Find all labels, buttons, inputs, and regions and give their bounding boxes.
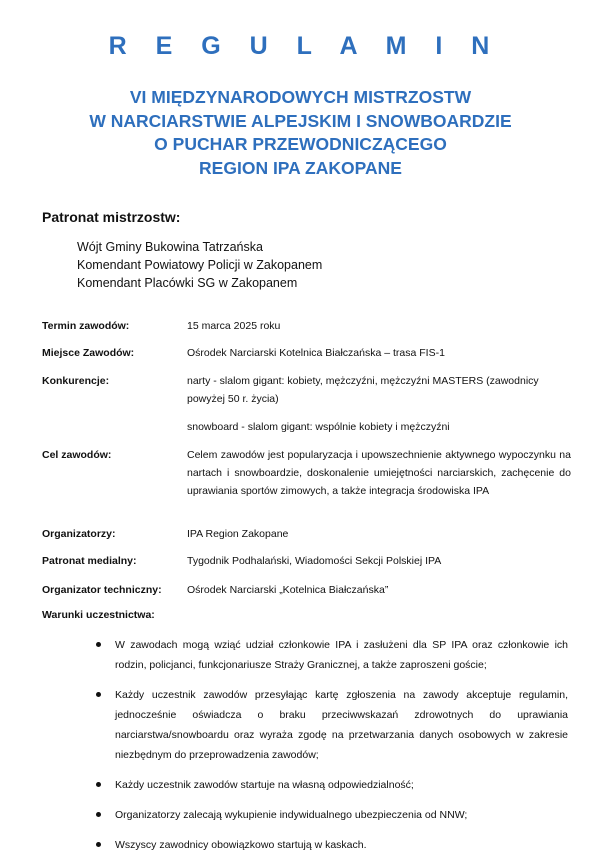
patronage-list [77,238,322,292]
condition-item [96,685,568,765]
detail-label: Miejsce Zawodów: [42,347,135,359]
detail-value [187,446,571,500]
detail-label: Cel zawodów: [42,449,112,461]
detail-value [187,552,571,570]
document-subtitle [0,86,601,180]
subtitle-line: VI MIĘDZYNARODOWYCH MISTRZOSTW [129,87,472,107]
condition-text: Każdy uczestnik zawodów przesyłając kartę zgłoszenia na zawody akceptuje regulamin, jednocześnie oświadcza o braku przeciwwskazań zdrowotnych do uprawiania narciarstwa/snowboardu oraz wyraża zgodę na przetwarzania danych osobowych w zakresie niezbędnym do przeprowadzenia zawodów; [115,689,568,761]
condition-text: W zawodach mogą wziąć udział członkowie IPA i zasłużeni dla SP IPA oraz członkowie ich rodzin, policjanci, funkcjonariusze Straży Granicznej, a także zaproszeni goście; [115,639,568,671]
bullet-icon [96,642,101,647]
detail-label: Konkurencje: [42,375,110,387]
subtitle-line: REGION IPA ZAKOPANE [199,157,402,178]
condition-text: Każdy uczestnik zawodów startuje na własną odpowiedzialność; [115,779,414,791]
detail-label: Organizatorzy: [42,528,116,540]
detail-value [187,344,571,362]
patron-item: Komendant Powiatowy Policji w Zakopanem [77,258,323,272]
patron-item: Wójt Gminy Bukowina Tatrzańska [77,240,263,254]
document-title: R E G U L A M I N [108,32,501,60]
detail-value [187,581,571,599]
bullet-icon [96,692,101,697]
detail-value [187,372,571,436]
patronage-heading: Patronat mistrzostw: [42,209,181,225]
detail-value [187,525,571,543]
technical-value: Ośrodek Narciarski „Kotelnica Białczańska” [187,584,389,596]
condition-text: Organizatorzy zalecają wykupienie indywidualnego ubezpieczenia od NNW; [115,809,468,821]
condition-item [96,635,568,675]
place-value: Ośrodek Narciarski Kotelnica Białczańska – trasa FIS-1 [187,347,445,359]
bullet-icon [96,842,101,847]
condition-item [96,775,568,795]
bullet-icon [96,782,101,787]
patron-item: Komendant Placówki SG w Zakopanem [77,276,298,290]
detail-label: Patronat medialny: [42,555,137,567]
subtitle-line: O PUCHAR PRZEWODNICZĄCEGO [154,134,447,154]
organizers-value: IPA Region Zakopane [187,528,289,540]
detail-label: Termin zawodów: [42,320,130,332]
date-value: 15 marca 2025 roku [187,320,281,332]
conditions-heading: Warunki uczestnictwa: [42,609,155,621]
media-value: Tygodnik Podhalański, Wiadomości Sekcji Polskiej IPA [187,555,442,567]
subtitle-line: W NARCIARSTWIE ALPEJSKIM I SNOWBOARDZIE [89,110,512,131]
bullet-icon [96,812,101,817]
competition-snowboard: snowboard - slalom gigant: wspólnie kobiety i mężczyźni [187,421,450,433]
detail-label: Organizator techniczny: [42,584,162,596]
conditions-list [96,635,568,855]
detail-value [187,317,571,335]
condition-item [96,805,568,825]
condition-text: Wszyscy zawodnicy obowiązkowo startują w kaskach. [115,839,367,851]
goal-value: Celem zawodów jest popularyzacja i upowszechnienie aktywnego wypoczynku na nartach i snowboardzie, doskonalenie umiejętności narciarskich, zachęcenie do uprawiania sportów zimowych, a także integracja środowiska IPA [187,449,571,497]
condition-item [96,835,568,855]
competition-ski: narty - slalom gigant: kobiety, mężczyźni, mężczyźni MASTERS (zawodnicy powyżej 50 r. życia) [187,375,539,405]
